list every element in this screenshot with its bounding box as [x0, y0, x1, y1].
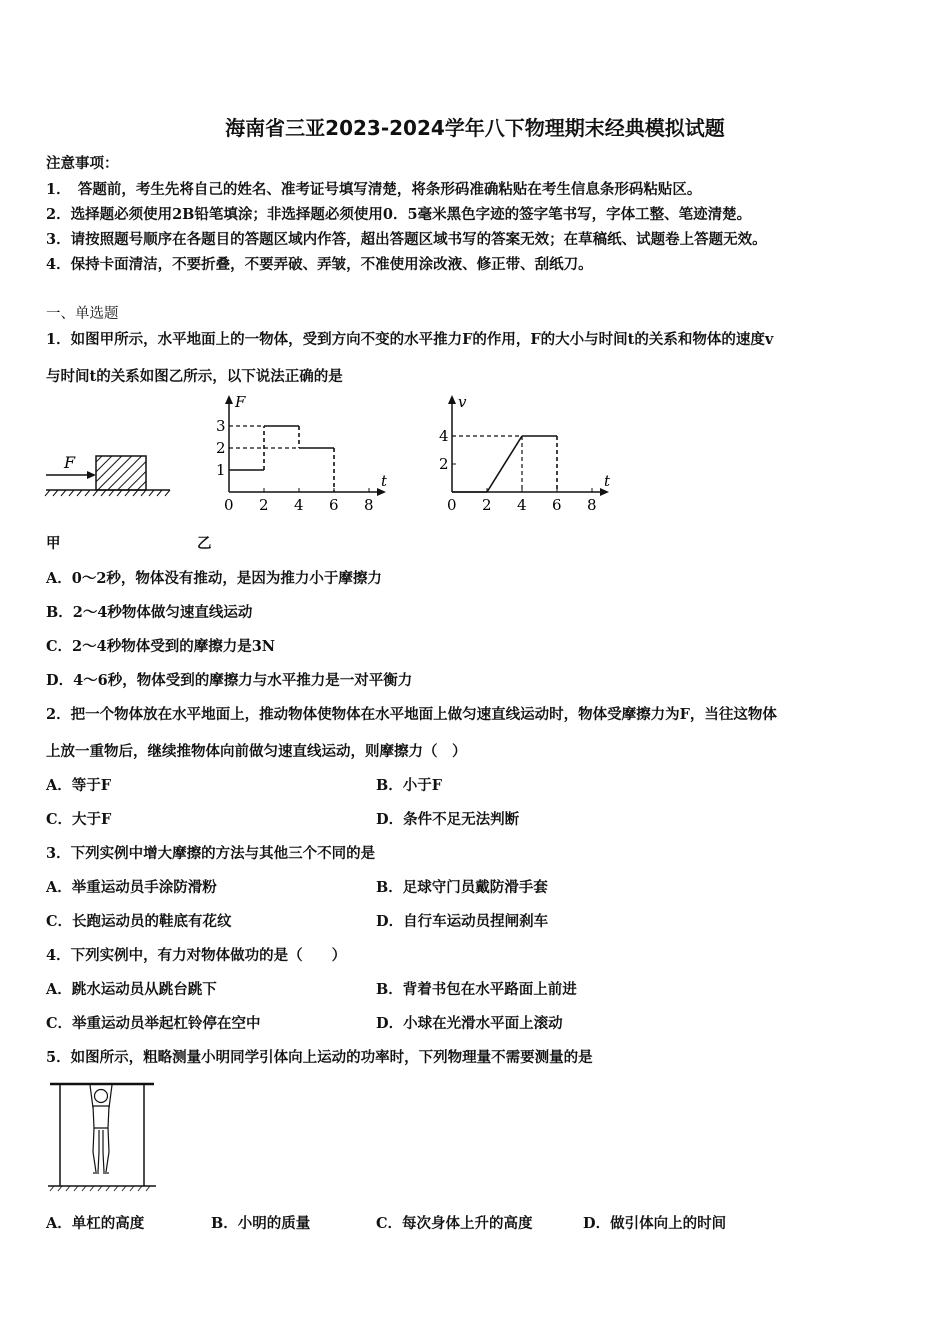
x-tick-label: 6 — [329, 496, 339, 514]
x-tick-label: 8 — [587, 496, 597, 514]
q1-figure-block — [40, 448, 175, 508]
q5-option-a: A．单杠的高度 — [46, 1215, 145, 1232]
force-arrow-head — [87, 471, 96, 479]
q2-option-d: D．条件不足无法判断 — [376, 811, 520, 828]
y-tick-label: 4 — [439, 427, 449, 445]
student-figure — [90, 1085, 112, 1173]
q5-stem: 5．如图所示，粗略测量小明同学引体向上运动的功率时，下列物理量不需要测量的是 — [46, 1049, 593, 1066]
note-item-3: 3．请按照题号顺序在各题目的答题区域内作答，超出答题区域书写的答案无效；在草稿纸、试题卷上答题无效。 — [46, 231, 767, 248]
q4-option-a: A．跳水运动员从跳台跳下 — [46, 981, 217, 998]
x-tick-label: 0 — [447, 496, 457, 514]
hatched-block — [96, 456, 146, 490]
q1-option-b: B．2～4秒物体做匀速直线运动 — [46, 604, 253, 621]
notes-heading: 注意事项： — [46, 155, 119, 172]
q4-option-c: C．举重运动员举起杠铃停在空中 — [46, 1015, 261, 1032]
q4-option-d: D．小球在光滑水平面上滚动 — [376, 1015, 563, 1032]
fig-label-yi: 乙 — [197, 535, 212, 552]
y-axis-label: v — [458, 393, 467, 411]
q2-stem-line2: 上放一重物后，继续推物体向前做匀速直线运动，则摩擦力（ ） — [46, 743, 467, 760]
x-tick-label: 0 — [224, 496, 234, 514]
q3-option-c: C．长跑运动员的鞋底有花纹 — [46, 913, 232, 930]
y-axis-label: F — [235, 393, 246, 411]
chart-v-t — [428, 390, 618, 520]
q5-figure-pullup — [46, 1076, 158, 1196]
x-axis-label: t — [381, 472, 388, 490]
q3-option-a: A．举重运动员手涂防滑粉 — [46, 879, 217, 896]
q2-option-c: C．大于F — [46, 811, 112, 828]
x-tick-label: 2 — [482, 496, 492, 514]
q5-option-c: C．每次身体上升的高度 — [376, 1215, 533, 1232]
x-tick-label: 2 — [259, 496, 269, 514]
q2-option-b: B．小于F — [376, 777, 443, 794]
x-axis-label: t — [604, 472, 611, 490]
q5-option-d: D．做引体向上的时间 — [583, 1215, 727, 1232]
chart-f-t — [205, 390, 395, 520]
x-tick-label: 4 — [517, 496, 527, 514]
note-item-4: 4．保持卡面清洁，不要折叠，不要弄破、弄皱，不准使用涂改液、修正带、刮纸刀。 — [46, 256, 593, 273]
y-tick-label: 1 — [216, 461, 226, 479]
y-axis-arrow — [225, 395, 233, 404]
x-tick-label: 6 — [552, 496, 562, 514]
x-tick-label: 4 — [294, 496, 304, 514]
note-item-1: 1． 答题前，考生先将自己的姓名、准考证号填写清楚，将条形码准确粘贴在考生信息条形码粘贴区。 — [46, 181, 702, 198]
x-tick-label: 8 — [364, 496, 374, 514]
q1-stem-line1: 1．如图甲所示，水平地面上的一物体，受到方向不变的水平推力F的作用，F的大小与时间t的关系和物体的速度v — [46, 331, 774, 348]
series-segment — [487, 436, 522, 492]
force-label: F — [64, 453, 76, 472]
q3-stem: 3．下列实例中增大摩擦的方法与其他三个不同的是 — [46, 845, 376, 862]
q2-stem-line1: 2．把一个物体放在水平地面上，推动物体使物体在水平地面上做匀速直线运动时，物体受摩擦力为F，当往这物体 — [46, 706, 777, 723]
q5-option-b: B．小明的质量 — [211, 1215, 311, 1232]
q1-option-a: A．0～2秒，物体没有推动，是因为推力小于摩擦力 — [46, 570, 382, 587]
q3-option-d: D．自行车运动员捏闸刹车 — [376, 913, 549, 930]
ground-hatching — [45, 490, 170, 496]
q2-option-a: A．等于F — [46, 777, 112, 794]
note-item-2: 2．选择题必须使用2B铅笔填涂；非选择题必须使用0．5毫米黑色字迹的签字笔书写，字体工整、笔迹清楚。 — [46, 206, 752, 223]
q3-option-b: B．足球守门员戴防滑手套 — [376, 879, 548, 896]
section-heading: 一、单选题 — [46, 306, 119, 322]
y-tick-label: 3 — [216, 417, 226, 435]
y-tick-label: 2 — [439, 455, 449, 473]
q1-option-d: D．4～6秒，物体受到的摩擦力与水平推力是一对平衡力 — [46, 672, 413, 689]
fig-label-jia: 甲 — [46, 535, 61, 552]
q1-stem-line2: 与时间t的关系如图乙所示，以下说法正确的是 — [46, 368, 343, 385]
y-axis-arrow — [448, 395, 456, 404]
q4-option-b: B．背着书包在水平路面上前进 — [376, 981, 577, 998]
y-tick-label: 2 — [216, 439, 226, 457]
page-title: 海南省三亚2023-2024学年八下物理期末经典模拟试题 — [225, 116, 725, 140]
q1-option-c: C．2～4秒物体受到的摩擦力是3N — [46, 638, 276, 655]
q4-stem: 4．下列实例中，有力对物体做功的是（ ） — [46, 947, 347, 964]
